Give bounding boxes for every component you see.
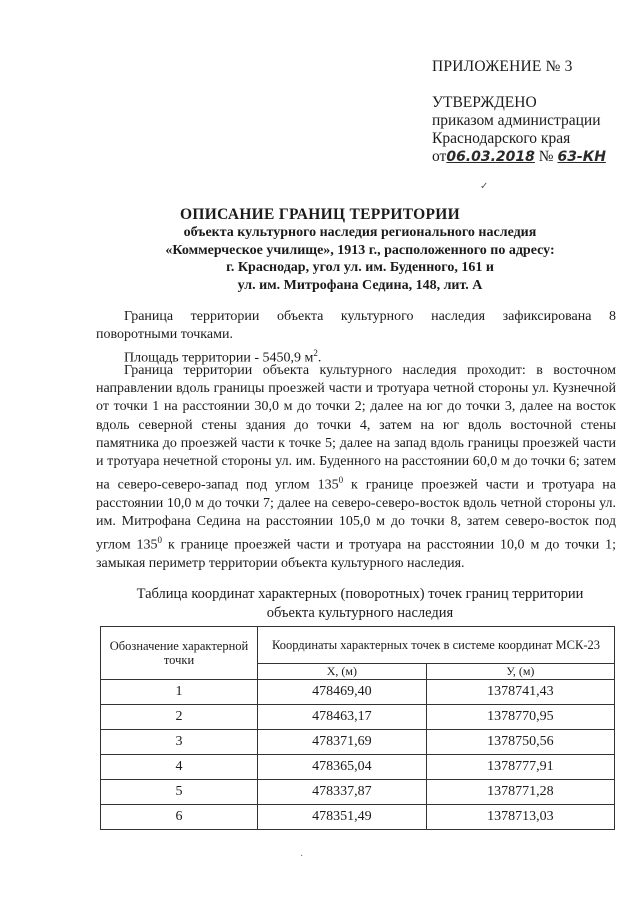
subtitle-line-3: г. Краснодар, угол ул. им. Буденного, 161 и xyxy=(226,260,494,275)
boundary-text-a: Граница территории объекта культурного наследия проходит: в восточном направлении вдоль границы проезжей части и тротуара четной стороны ул. Кузнечной от точки 1 на расстоянии 30,0 м до точки 2; далее на юг до точки 3, далее на восток вдоль северной стены здания до точки 4, затем на юг вдоль восточной стены памятника до проезжей части к точке 5; далее на запад вдоль границы проезжей части и тротуара нечетной стороны ул. им. Буденного на расстоянии 60,0 м до точки 6; затем на северо-северо-запад под углом 135 xyxy=(96,363,616,493)
subtitle-line-2: «Коммерческое училище», 1913 г., расположенного по адресу: xyxy=(165,242,555,258)
boundary-text-b: к границе проезжей части и тротуара на расстоянии 10,0 м до точки 7; далее на северо-северо-восток вдоль четной стороны ул. им. Митрофана Седина на расстоянии 105,0 м до точки 8, затем северо-восток под углом 135 xyxy=(96,477,616,554)
cell-point: 3 xyxy=(101,730,258,755)
header-point: Обозначение характерной точки xyxy=(101,627,258,680)
check-mark-icon: ✓ xyxy=(480,181,489,192)
handwritten-date: 06.03.2018 xyxy=(446,149,535,165)
date-prefix: от xyxy=(432,148,447,165)
cell-y: 1378741,43 xyxy=(426,680,614,705)
cell-x: 478463,17 xyxy=(258,705,427,730)
paragraph-points: Граница территории объекта культурного наследия зафиксирована 8 поворотными точками. xyxy=(96,309,616,343)
cell-y: 1378771,28 xyxy=(426,780,614,805)
cell-y: 1378750,56 xyxy=(426,730,614,755)
cell-point: 2 xyxy=(101,705,258,730)
degree-superscript-1: 0 xyxy=(338,475,344,486)
cell-x: 478371,69 xyxy=(258,730,427,755)
handwritten-number: 63-КН xyxy=(557,149,606,165)
table-row xyxy=(101,730,615,755)
table-row xyxy=(101,680,615,705)
appendix-label: ПРИЛОЖЕНИЕ № 3 xyxy=(432,58,573,75)
subtitle-line-4: ул. им. Митрофана Седина, 148, лит. А xyxy=(237,277,483,293)
boundary-text-c: к границе проезжей части и тротуара на расстоянии 10,0 м до точки 1; замыкая периметр территории объекта культурного наследия. xyxy=(96,538,616,572)
table-header-row xyxy=(101,627,615,664)
page-mark: · xyxy=(300,851,304,862)
header-y: У, (м) xyxy=(426,664,614,680)
table-row xyxy=(101,705,615,730)
cell-x: 478337,87 xyxy=(258,780,427,805)
degree-superscript-2: 0 xyxy=(157,535,163,546)
header-x: Х, (м) xyxy=(258,664,427,680)
table-row xyxy=(101,780,615,805)
area-end: . xyxy=(317,350,322,366)
table-caption-line-1: Таблица координат характерных (поворотных) точек границ территории xyxy=(136,586,584,602)
cell-y: 1378770,95 xyxy=(426,705,614,730)
subtitle-line-1: объекта культурного наследия регионального наследия xyxy=(183,225,537,240)
table-row xyxy=(101,755,615,780)
area-text: Площадь территории - 5450,9 м xyxy=(124,350,314,366)
area-superscript: 2 xyxy=(313,348,318,358)
approval-block xyxy=(432,94,606,166)
approval-line-1: приказом администрации xyxy=(432,112,601,129)
cell-point: 6 xyxy=(101,805,258,830)
cell-x: 478365,04 xyxy=(258,755,427,780)
cell-x: 478351,49 xyxy=(258,805,427,830)
cell-point: 5 xyxy=(101,780,258,805)
table-caption xyxy=(100,585,620,622)
approval-title: УТВЕРЖДЕНО xyxy=(432,94,537,111)
coordinates-table xyxy=(100,626,615,830)
cell-y: 1378713,03 xyxy=(426,805,614,830)
table-row xyxy=(101,805,615,830)
number-prefix: № xyxy=(538,148,554,165)
approval-line-2: Краснодарского края xyxy=(432,130,571,147)
approval-date-line xyxy=(432,148,606,166)
document-subtitle xyxy=(120,224,600,294)
table-caption-line-2: объекта культурного наследия xyxy=(266,604,454,621)
cell-point: 4 xyxy=(101,755,258,780)
paragraph-boundary xyxy=(96,362,616,574)
header-coords: Координаты характерных точек в системе координат МСК-23 xyxy=(258,627,615,664)
cell-x: 478469,40 xyxy=(258,680,427,705)
cell-point: 1 xyxy=(101,680,258,705)
cell-y: 1378777,91 xyxy=(426,755,614,780)
document-title: ОПИСАНИЕ ГРАНИЦ ТЕРРИТОРИИ xyxy=(180,206,460,223)
